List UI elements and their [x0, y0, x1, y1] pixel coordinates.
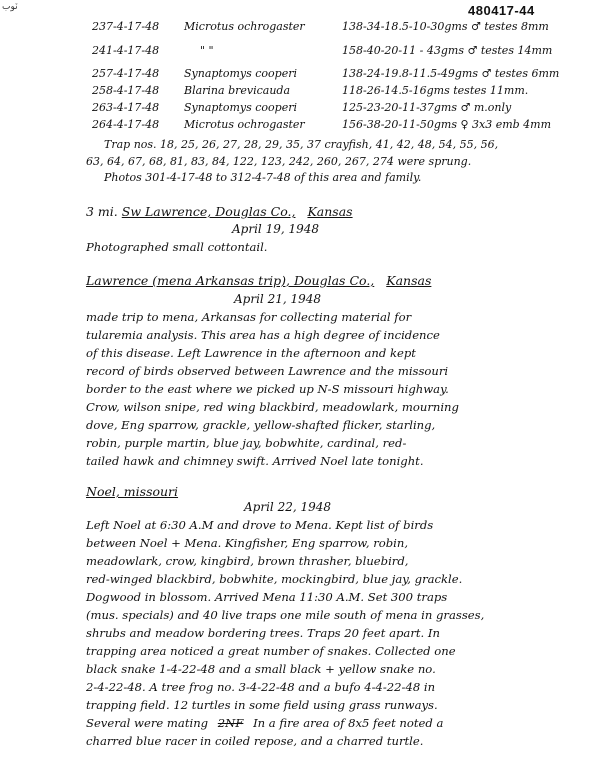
body-line: meadowlark, crow, kingbird, brown thrasher, bluebird,: [86, 554, 409, 568]
heading-state: Kansas: [386, 273, 432, 288]
section-date: April 22, 1948: [244, 500, 332, 514]
body-line: Crow, wilson snipe, red wing blackbird, meadowlark, mourning: [86, 400, 459, 414]
body-line: charred blue racer in coiled repose, and a charred turtle.: [86, 734, 424, 748]
body-line: Photographed small cottontail.: [86, 240, 268, 254]
body-line: record of birds observed between Lawrence and the missouri: [86, 364, 449, 378]
record-species: Synaptomys cooperi: [184, 67, 297, 80]
record-data: 156-38-20-11-50gms ♀ 3x3 emb 4mm: [342, 118, 552, 131]
body-line: made trip to mena, Arkansas for collecting material for: [86, 310, 412, 324]
record-id: 257-4-17-48: [92, 67, 160, 80]
body-text: Several were mating: [86, 716, 209, 730]
section-heading: [86, 273, 431, 288]
section-heading: [86, 204, 353, 219]
trap-line: Trap nos. 18, 25, 26, 27, 28, 29, 35, 37 crayfish, 41, 42, 48, 54, 55, 56,: [104, 138, 499, 151]
record-data: 125-23-20-11-37gms ♂ m.only: [342, 101, 512, 114]
sheet-id: 480417-44: [468, 3, 535, 18]
record-id: 264-4-17-48: [92, 118, 160, 131]
record-id: 258-4-17-48: [92, 84, 160, 97]
record-data: 138-24-19.8-11.5-49gms ♂ testes 6mm: [342, 67, 560, 80]
body-line: shrubs and meadow bordering trees. Traps 20 feet apart. In: [86, 626, 440, 640]
body-line: robin, purple martin, blue jay, bobwhite, cardinal, red-: [86, 436, 407, 450]
heading-location: Noel, missouri: [86, 484, 179, 499]
record-id: 237-4-17-48: [92, 20, 160, 33]
record-data: 158-40-20-11 - 43gms ♂ testes 14mm: [342, 44, 553, 57]
heading-location: Lawrence (mena Arkansas trip), Douglas Co.,: [86, 273, 375, 288]
body-line: tularemia analysis. This area has a high degree of incidence: [86, 328, 440, 342]
record-species: " ": [200, 44, 214, 57]
heading-location: Sw Lawrence, Douglas Co.,: [121, 204, 296, 219]
section-heading: [86, 484, 178, 499]
section-date: April 19, 1948: [232, 222, 320, 236]
record-species: Microtus ochrogaster: [184, 20, 305, 33]
trap-line: 63, 64, 67, 68, 81, 83, 84, 122, 123, 242, 260, 267, 274 were sprung.: [86, 155, 472, 168]
body-line: red-winged blackbird, bobwhite, mockingbird, blue jay, grackle.: [86, 572, 463, 586]
record-data: 118-26-14.5-16gms testes 11mm.: [342, 84, 529, 97]
record-species: Microtus ochrogaster: [184, 118, 305, 131]
body-text: In a fire area of 8x5 feet noted a: [253, 716, 444, 730]
heading-prefix: 3 mi.: [86, 204, 118, 219]
record-id: 263-4-17-48: [92, 101, 160, 114]
record-data: 138-34-18.5-10-30gms ♂ testes 8mm: [342, 20, 549, 33]
corner-mark: ٽوب: [2, 2, 18, 12]
body-line: [86, 716, 443, 730]
body-line: Left Noel at 6:30 A.M and drove to Mena. Kept list of birds: [86, 518, 434, 532]
body-line: Dogwood in blossom. Arrived Mena 11:30 A.M. Set 300 traps: [86, 590, 448, 604]
heading-state: Kansas: [307, 204, 353, 219]
body-line: black snake 1-4-22-48 and a small black + yellow snake no.: [86, 662, 436, 676]
record-species: Blarina brevicauda: [184, 84, 291, 97]
body-line: (mus. specials) and 40 live traps one mile south of mena in grasses,: [86, 608, 485, 622]
section-date: April 21, 1948: [234, 292, 322, 306]
body-line: trapping field. 12 turtles in some field using grass runways.: [86, 698, 438, 712]
body-line: trapping area noticed a great number of snakes. Collected one: [86, 644, 456, 658]
body-line: between Noel + Mena. Kingfisher, Eng sparrow, robin,: [86, 536, 409, 550]
body-line: dove, Eng sparrow, grackle, yellow-shafted flicker, starling,: [86, 418, 436, 432]
body-line: tailed hawk and chimney swift. Arrived Noel late tonight.: [86, 454, 424, 468]
body-line: 2-4-22-48. A tree frog no. 3-4-22-48 and a bufo 4-4-22-48 in: [86, 680, 436, 694]
record-id: 241-4-17-48: [92, 44, 160, 57]
body-line: of this disease. Left Lawrence in the afternoon and kept: [86, 346, 416, 360]
body-line: border to the east where we picked up N-S missouri highway.: [86, 382, 449, 396]
record-species: Synaptomys cooperi: [184, 101, 297, 114]
struck-word: 2NF: [217, 716, 244, 730]
photos-line: Photos 301-4-17-48 to 312-4-7-48 of this area and family.: [104, 171, 422, 184]
